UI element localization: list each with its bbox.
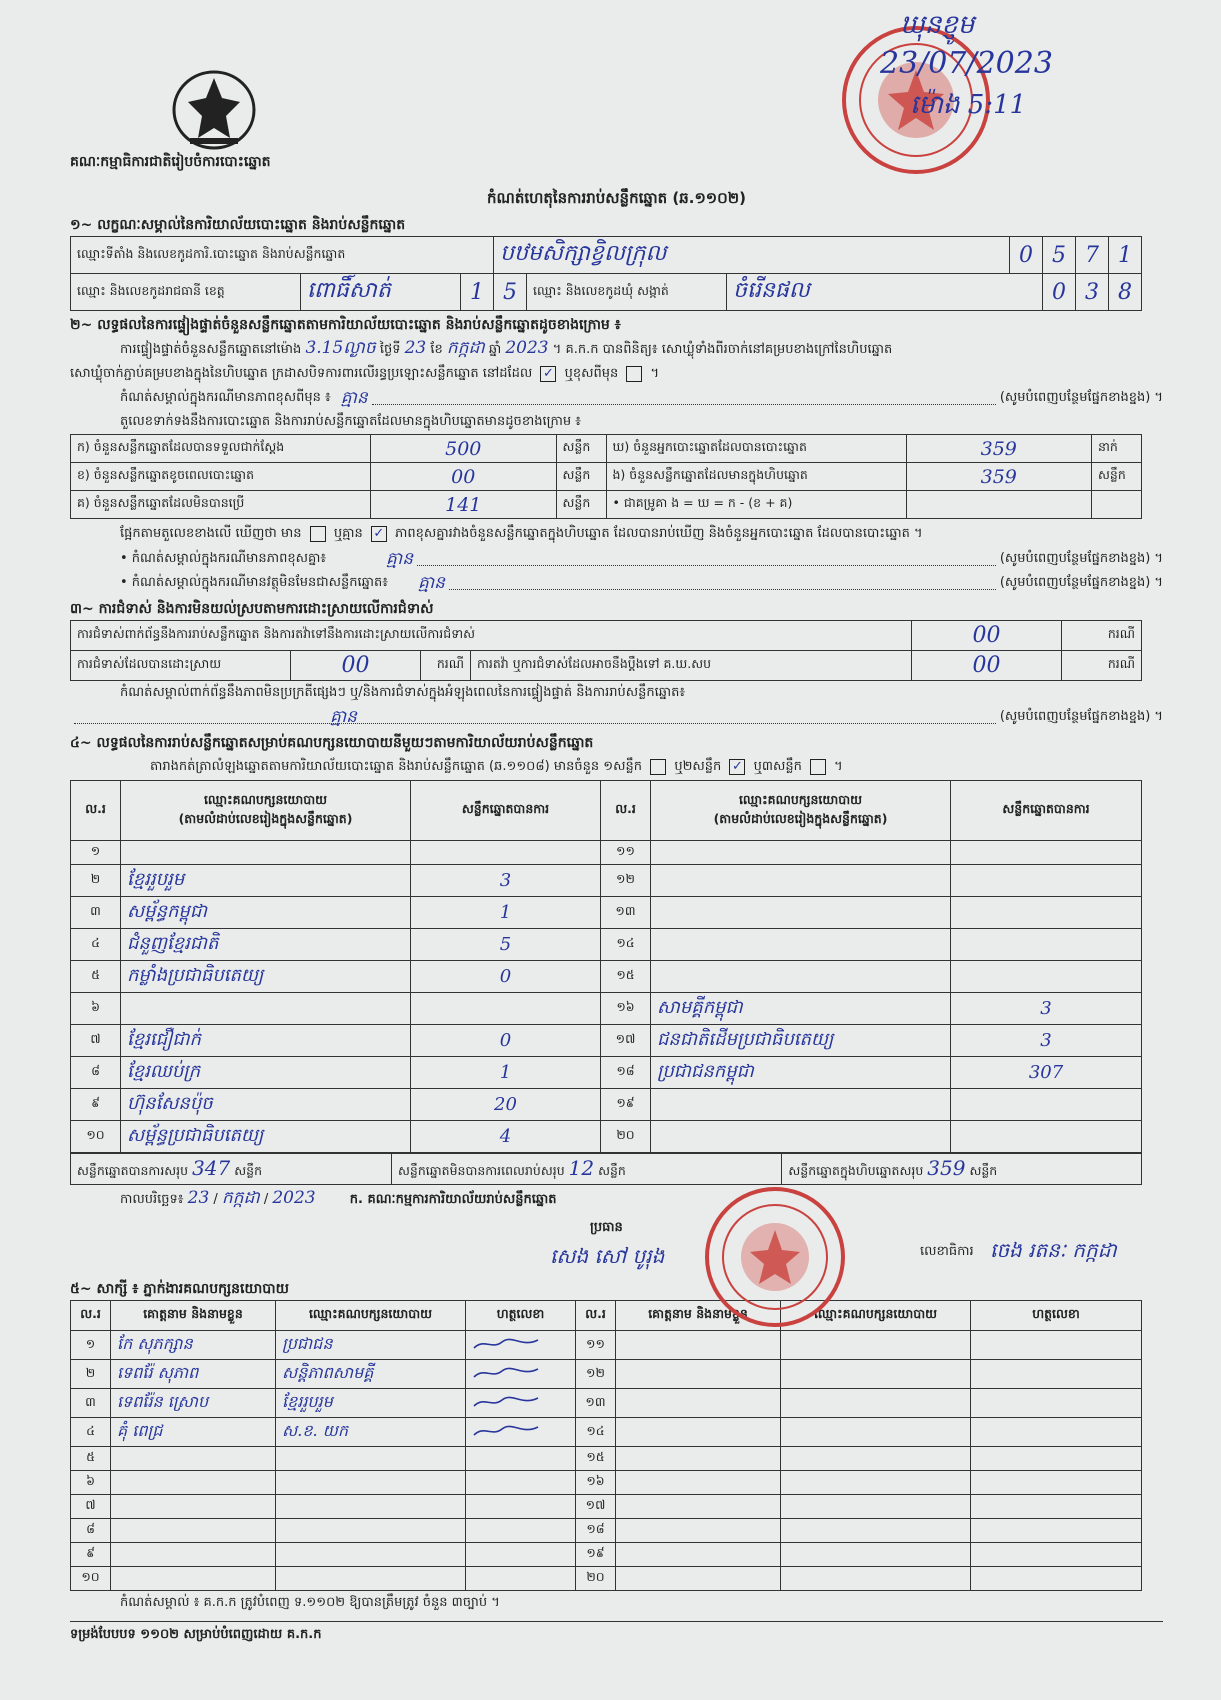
figures-value: 359 bbox=[906, 435, 1092, 463]
witness-party bbox=[781, 1519, 971, 1543]
total-invalid-cell: សន្លឹកឆ្នោតមិនបានការពេលរាប់សរុប 12 សន្លឹក bbox=[392, 1154, 782, 1185]
witness-party bbox=[781, 1543, 971, 1567]
witness-name bbox=[616, 1567, 781, 1591]
party-row bbox=[71, 1057, 1142, 1089]
party-votes bbox=[951, 841, 1142, 865]
party-votes: 0 bbox=[411, 1025, 601, 1057]
section1-table bbox=[70, 236, 1142, 311]
party-votes bbox=[951, 897, 1142, 929]
row-number: ១៨ bbox=[576, 1519, 616, 1543]
handwritten-signature-mark bbox=[472, 1365, 542, 1381]
witness-party: ខ្មែររួបរួម bbox=[276, 1389, 466, 1418]
party-name bbox=[651, 865, 951, 897]
party-row bbox=[71, 993, 1142, 1025]
section1-row2-label: ឈ្មោះ និងលេខកូដរាជធានី ខេត្ត bbox=[71, 274, 301, 311]
witness-party: ស.ខ. យក bbox=[276, 1418, 466, 1447]
row-number: ៧ bbox=[71, 1025, 121, 1057]
party-votes bbox=[951, 865, 1142, 897]
section3-heading: ៣~ ការជំទាស់ និងការមិនយល់ស្របតាមការដោះស្រាយលើការជំទាស់ bbox=[70, 601, 434, 617]
secretary-signature: ចេង រតនៈ កក្កដា bbox=[990, 1238, 1117, 1262]
party-votes: 4 bbox=[411, 1121, 601, 1153]
section1-row1-value: បឋមសិក្សាខ្វិលក្រុល bbox=[494, 237, 1010, 274]
checkbox-has-difference[interactable] bbox=[310, 526, 326, 542]
witness-party: ប្រជាជន bbox=[276, 1331, 466, 1360]
row-number: ៦ bbox=[71, 993, 121, 1025]
code-digit: 3 bbox=[1076, 274, 1109, 311]
party-votes bbox=[411, 841, 601, 865]
section3-note-label: កំណត់សម្គាល់ពាក់ព័ន្ធនឹងភាពមិនប្រក្រតីផ្សេងៗ ឬ/និងការជំទាស់ក្នុងអំឡុងពេលនៃការផ្ទៀងផ្ទាត់ និងការរាប់សន្លឹកឆ្នោត៖ bbox=[120, 685, 686, 700]
witness-row bbox=[71, 1360, 1142, 1389]
chair-signature: សេង សៅ បូរុង bbox=[550, 1244, 665, 1268]
party-name bbox=[651, 1089, 951, 1121]
date-year: 2023 bbox=[272, 1188, 316, 1208]
section3-note-row: គ្មាន (សូមបំពេញបន្ថែមផ្នែកខាងខ្នង) ។ bbox=[70, 705, 1163, 729]
row-number: ១៣ bbox=[576, 1389, 616, 1418]
party-votes bbox=[951, 1121, 1142, 1153]
count-time: 3.15ល្ងាច bbox=[305, 338, 376, 358]
date-row: កាលបរិច្ឆេទ៖ 23 / កក្កដា / 2023 ក. គណៈកម្មការការិយាល័យរាប់សន្លឹកឆ្នោត bbox=[120, 1188, 557, 1208]
witness-signature bbox=[971, 1567, 1142, 1591]
commune-value: ចំរើនផល bbox=[727, 274, 1043, 311]
witness-name: កែ សុភក្សាន bbox=[111, 1331, 276, 1360]
row-number: ៥ bbox=[71, 1447, 111, 1471]
party-name: សម្ព័ន្ធប្រជាធិបតេយ្យ bbox=[121, 1121, 411, 1153]
party-row bbox=[71, 929, 1142, 961]
witness-name bbox=[616, 1447, 781, 1471]
party-name bbox=[651, 841, 951, 865]
row-number: ៨ bbox=[71, 1519, 111, 1543]
party-row bbox=[71, 897, 1142, 929]
row-number: ១៧ bbox=[601, 1025, 651, 1057]
note2-row: • កំណត់សម្គាល់ក្នុងករណីមានភាពខុសគ្នា៖ គ្មាន (សូមបំពេញបន្ថែមផ្នែកខាងខ្នង) ។ bbox=[120, 549, 1163, 569]
code-digit: 8 bbox=[1109, 274, 1142, 311]
party-votes: 3 bbox=[951, 993, 1142, 1025]
witness-signature bbox=[466, 1471, 576, 1495]
witness-signature bbox=[466, 1567, 576, 1591]
party-row bbox=[71, 1121, 1142, 1153]
note1-row: កំណត់សម្គាល់ក្នុងករណីមានភាពខុសពីមុន ៖ គ្មាន (សូមបំពេញបន្ថែមផ្នែកខាងខ្នង) ។ bbox=[120, 388, 1163, 408]
party-votes: 0 bbox=[411, 961, 601, 993]
witness-row bbox=[71, 1543, 1142, 1567]
row-number: ១៩ bbox=[576, 1543, 616, 1567]
row-number: ១៨ bbox=[601, 1057, 651, 1089]
section2-para3: ផ្អែកតាមតួលេខខាងលើ ឃើញថា មាន ឬគ្មាន ✓ ភាពខុសគ្នារវាងចំនួនសន្លឹកឆ្នោតក្នុងហិបឆ្នោត ដែលបានរាប់ឃើញ និងចំនួនអ្នកបោះឆ្នោត ដែលបានបោះឆ្នោត ។ bbox=[120, 525, 923, 541]
section4-heading: ៤~ លទ្ធផលនៃការរាប់សន្លឹកឆ្នោតសម្រាប់គណបក្សនយោបាយនីមួយៗតាមការិយាល័យរាប់សន្លឹកឆ្នោត bbox=[70, 735, 594, 751]
party-row bbox=[71, 1025, 1142, 1057]
party-name: សម្ព័ន្ធកម្ពុជា bbox=[121, 897, 411, 929]
party-name: ខ្មែរជឿជាក់ bbox=[121, 1025, 411, 1057]
witness-party bbox=[276, 1495, 466, 1519]
witness-signature bbox=[466, 1519, 576, 1543]
row-number: ១៣ bbox=[601, 897, 651, 929]
row-number: ៤ bbox=[71, 929, 121, 961]
code-digit: 0 bbox=[1010, 237, 1043, 274]
party-votes: 3 bbox=[951, 1025, 1142, 1057]
row-number: ២ bbox=[71, 865, 121, 897]
form-footer: ទម្រង់បែបបទ ១១០២ សម្រាប់បំពេញដោយ គ.ក.ក bbox=[70, 1621, 1163, 1645]
witness-signature bbox=[466, 1331, 576, 1360]
row-number: ១៤ bbox=[601, 929, 651, 961]
handwritten-signature-mark bbox=[472, 1394, 542, 1410]
total-valid: 347 bbox=[192, 1156, 231, 1180]
count-month: កក្កដា bbox=[446, 338, 485, 358]
party-name bbox=[651, 961, 951, 993]
province-value: ពោធិ៍សាត់ bbox=[301, 274, 461, 311]
footnote: កំណត់សម្គាល់ ៖ គ.ក.ក ត្រូវបំពេញ ទ.១១០២ ឱ្យបានត្រឹមត្រូវ ចំនួន ៣ច្បាប់ ។ bbox=[120, 1595, 500, 1610]
section1-row2-label2: ឈ្មោះ និងលេខកូដឃុំ សង្កាត់ bbox=[527, 274, 727, 311]
code-digit: 0 bbox=[1043, 274, 1076, 311]
checkbox-unchanged[interactable]: ✓ bbox=[540, 366, 556, 382]
row-number: ២០ bbox=[601, 1121, 651, 1153]
witness-signature bbox=[971, 1360, 1142, 1389]
stamp-handwriting-time: ម៉ោង 5:11 bbox=[910, 90, 1027, 120]
checkbox-changed[interactable] bbox=[626, 366, 642, 382]
witness-name bbox=[616, 1360, 781, 1389]
totals-table bbox=[70, 1153, 1142, 1185]
witness-signature bbox=[466, 1543, 576, 1567]
witness-party bbox=[276, 1447, 466, 1471]
witness-name bbox=[616, 1519, 781, 1543]
party-votes: 5 bbox=[411, 929, 601, 961]
witness-signature bbox=[971, 1543, 1142, 1567]
witness-name bbox=[616, 1389, 781, 1418]
witness-party bbox=[781, 1331, 971, 1360]
appeal-label: ការតវ៉ា ឬការជំទាស់ដែលអាចនឹងប្តឹងទៅ គ.ឃ.សប bbox=[471, 651, 912, 681]
witness-signature bbox=[971, 1389, 1142, 1418]
section5-heading: ៥~ សាក្សី ៖ ភ្នាក់ងារគណបក្សនយោបាយ bbox=[70, 1281, 289, 1297]
row-number: ៩ bbox=[71, 1089, 121, 1121]
party-results-table: ល.រ ឈ្មោះគណបក្សនយោបាយ (តាមលំដាប់លេខរៀងក្នុងសន្លឹកឆ្នោត) សន្លឹកឆ្នោតបានការ ល.រ ឈ្មោះគណបក្សនយោបាយ (តាមលំដាប់លេខរៀងក្នុងសន្លឹកឆ្នោត) សន្លឹកឆ្នោតបានការ ១ ១១ ២ ខ្មែររួបរួម 3 ១២ ៣ សម្ព័ន្ធកម្ពុជា 1 ១៣ ៤ ជំនួញខ្មែរជាតិ 5 ១៤ ៥ កម្លាំងប្រជាធិបតេយ្យ 0 ១៥ ៦ ១៦ សាមគ្គីកម្ពុជា 3 ៧ ខ្មែរជឿជាក់ 0 ១៧ ជនជាតិដើមប្រជាធិបតេយ្យ 3 ៨ ខ្មែរឈប់ក្រ 1 ១៨ ប្រជាជនកម្ពុជា 307 ៩ ហ៊ុនសែនប៉ុច 20 ១៩ ១០ សម្ព័ន្ធប្រជាធិបតេយ្យ 4 ២០ bbox=[70, 780, 1142, 1153]
code-digit: 5 bbox=[494, 274, 527, 311]
witness-name bbox=[616, 1418, 781, 1447]
note1-value: គ្មាន bbox=[340, 388, 368, 408]
party-name: ហ៊ុនសែនប៉ុច bbox=[121, 1089, 411, 1121]
figures-label: • ជាគម្រូគា ង = ឃ = ក - (ខ + គ) bbox=[606, 491, 906, 519]
party-name: ខ្មែររួបរួម bbox=[121, 865, 411, 897]
witness-party bbox=[276, 1471, 466, 1495]
witness-name bbox=[616, 1543, 781, 1567]
figures-value: 00 bbox=[371, 463, 557, 491]
witness-row bbox=[71, 1447, 1142, 1471]
count-day: 23 bbox=[404, 338, 427, 358]
section3-note-value: គ្មាន bbox=[330, 707, 357, 727]
objections-count: 00 bbox=[912, 621, 1062, 651]
figures-label: ខ) ចំនួនសន្លឹកឆ្នោតខូចពេលបោះឆ្នោត bbox=[71, 463, 371, 491]
party-votes: 1 bbox=[411, 1057, 601, 1089]
section2-para2: តួលេខទាក់ទងនឹងការបោះឆ្នោត និងការរាប់សន្លឹកឆ្នោតដែលមានក្នុងហិបឆ្នោតមានដូចខាងក្រោម ៖ bbox=[120, 414, 581, 429]
party-name bbox=[121, 993, 411, 1025]
row-number: ១០ bbox=[71, 1121, 121, 1153]
party-name bbox=[651, 929, 951, 961]
figures-unit bbox=[1092, 491, 1142, 519]
row-number: ៧ bbox=[71, 1495, 111, 1519]
row-number: ៦ bbox=[71, 1471, 111, 1495]
witness-name: គុំ ពេជ្រ bbox=[111, 1418, 276, 1447]
witness-signature bbox=[971, 1495, 1142, 1519]
objections-table: ការជំទាស់ពាក់ព័ន្ធនឹងការរាប់សន្លឹកឆ្នោត និងការតវ៉ាទៅនឹងការដោះស្រាយលើការជំទាស់ 00 ករណី ការជំទាស់ដែលបានដោះស្រាយ 00 ករណី ការតវ៉ា ឬការជំទាស់ដែលអាចនឹងប្តឹងទៅ គ.ឃ.សប 00 ករណី bbox=[70, 620, 1142, 681]
witness-name bbox=[616, 1471, 781, 1495]
section2-heading: ២~ លទ្ធផលនៃការផ្ទៀងផ្ទាត់ចំនួនសន្លឹកឆ្នោតតាមការិយាល័យបោះឆ្នោត និងរាប់សន្លឹកឆ្នោតដូចខាងក្រោម ៖ bbox=[70, 317, 621, 333]
party-name: ប្រជាជនកម្ពុជា bbox=[651, 1057, 951, 1089]
row-number: ១៥ bbox=[601, 961, 651, 993]
party-votes: 20 bbox=[411, 1089, 601, 1121]
signature-area bbox=[70, 1213, 1163, 1283]
figures-row bbox=[71, 491, 1142, 519]
row-number: ១៦ bbox=[576, 1471, 616, 1495]
party-name: ខ្មែរឈប់ក្រ bbox=[121, 1057, 411, 1089]
witness-row bbox=[71, 1418, 1142, 1447]
row-number: ១១ bbox=[601, 841, 651, 865]
witness-name bbox=[111, 1543, 276, 1567]
witness-party bbox=[276, 1567, 466, 1591]
witness-name bbox=[616, 1495, 781, 1519]
party-name bbox=[651, 897, 951, 929]
figures-value: 141 bbox=[371, 491, 557, 519]
count-figures-table bbox=[70, 434, 1142, 519]
stamp-handwriting-date: 23/07/2023 bbox=[880, 46, 1053, 81]
witness-signature bbox=[971, 1418, 1142, 1447]
row-number: ១ bbox=[71, 1331, 111, 1360]
party-name: ជំនួញខ្មែរជាតិ bbox=[121, 929, 411, 961]
figures-unit: សន្លឹក bbox=[556, 435, 606, 463]
witness-row bbox=[71, 1331, 1142, 1360]
org-name: គណៈកម្មាធិការជាតិរៀបចំការបោះឆ្នោត bbox=[70, 154, 271, 170]
party-votes bbox=[411, 993, 601, 1025]
figures-label: ក) ចំនួនសន្លឹកឆ្នោតដែលបានទទួលជាក់ស្តែង bbox=[71, 435, 371, 463]
party-votes bbox=[951, 1089, 1142, 1121]
code-digit: 1 bbox=[461, 274, 494, 311]
figures-row bbox=[71, 435, 1142, 463]
row-number: ១៦ bbox=[601, 993, 651, 1025]
row-number: ៣ bbox=[71, 897, 121, 929]
figures-value: 500 bbox=[371, 435, 557, 463]
section2-para1: ការផ្ទៀងផ្ទាត់ចំនួនសន្លឹកឆ្នោតនៅម៉ោង 3.15ល្ងាច ថ្ងៃទី 23 ខែ កក្កដា ឆ្នាំ 2023 ។ គ.ក.ក បានពិនិត្យ៖ សោឃ្លុំទាំងពីរចាក់នៅគម្របខាងក្រៅនៃហិបឆ្នោត bbox=[120, 338, 893, 358]
party-name bbox=[651, 1121, 951, 1153]
total-invalid: 12 bbox=[568, 1156, 595, 1180]
party-row bbox=[71, 1089, 1142, 1121]
committee-red-stamp bbox=[700, 1182, 850, 1332]
party-votes: 3 bbox=[411, 865, 601, 897]
row-number: ១៩ bbox=[601, 1089, 651, 1121]
note2-value: គ្មាន bbox=[386, 549, 414, 569]
witness-name bbox=[111, 1471, 276, 1495]
figures-value: 359 bbox=[906, 463, 1092, 491]
witness-signature bbox=[971, 1331, 1142, 1360]
party-name: ជនជាតិដើមប្រជាធិបតេយ្យ bbox=[651, 1025, 951, 1057]
row-number: ៨ bbox=[71, 1057, 121, 1089]
party-row bbox=[71, 841, 1142, 865]
figures-unit: សន្លឹក bbox=[556, 491, 606, 519]
code-digit: 5 bbox=[1043, 237, 1076, 274]
party-name: សាមគ្គីកម្ពុជា bbox=[651, 993, 951, 1025]
row-number: ៣ bbox=[71, 1389, 111, 1418]
witness-row bbox=[71, 1567, 1142, 1591]
checkbox-one-sheet[interactable] bbox=[650, 759, 666, 775]
witness-party bbox=[781, 1471, 971, 1495]
witness-signature bbox=[466, 1447, 576, 1471]
section1-heading: ១~ លក្ខណៈសម្គាល់នៃការិយាល័យបោះឆ្នោត និងរាប់សន្លឹកឆ្នោត bbox=[70, 217, 406, 233]
figures-value bbox=[906, 491, 1092, 519]
witness-signature bbox=[466, 1418, 576, 1447]
stamp-handwriting-line1: ឃុនខ្ញូម bbox=[900, 10, 975, 40]
witness-party bbox=[781, 1360, 971, 1389]
witness-party bbox=[781, 1567, 971, 1591]
checkbox-three-sheets[interactable] bbox=[810, 759, 826, 775]
witness-signature bbox=[466, 1495, 576, 1519]
committee-label: ក. គណៈកម្មការការិយាល័យរាប់សន្លឹកឆ្នោត bbox=[349, 1192, 557, 1207]
witness-name bbox=[111, 1567, 276, 1591]
row-number: ៤ bbox=[71, 1418, 111, 1447]
witness-table: ល.រ គោត្តនាម និងនាមខ្លួន ឈ្មោះគណបក្សនយោបាយ ហត្ថលេខា ល.រ គោត្តនាម និងនាមខ្លួន ឈ្មោះគណបក្សនយោបាយ ហត្ថលេខា ១ កែ សុភក្សាន ប្រជាជន ១១ ២ ទេពរ៉ែ សុភាព សន្តិភាពសាមគ្គី ១២ ៣ ទេពរ៉ែន ស្រោប ខ្មែររួបរួម ១៣ ៤ គុំ ពេជ្រ ស.ខ. យក ១៤ ៥ ១៥ ៦ ១៦ ៧ ១៧ ៨ ១៨ ៩ ១៩ ១០ ២០ bbox=[70, 1300, 1142, 1591]
party-votes bbox=[951, 961, 1142, 993]
witness-party bbox=[781, 1389, 971, 1418]
witness-signature bbox=[971, 1447, 1142, 1471]
secretary-label: លេខាធិការ bbox=[920, 1244, 974, 1259]
figures-label: ង) ចំនួនសន្លឹកឆ្នោតដែលមានក្នុងហិបឆ្នោត bbox=[606, 463, 906, 491]
party-name bbox=[121, 841, 411, 865]
figures-unit: សន្លឹក bbox=[556, 463, 606, 491]
handwritten-signature-mark bbox=[472, 1423, 542, 1439]
row-number: ១១ bbox=[576, 1331, 616, 1360]
witness-name bbox=[111, 1495, 276, 1519]
row-number: ២ bbox=[71, 1360, 111, 1389]
count-year: 2023 bbox=[505, 338, 549, 358]
appeal-count: 00 bbox=[912, 651, 1062, 681]
objections-row1-label: ការជំទាស់ពាក់ព័ន្ធនឹងការរាប់សន្លឹកឆ្នោត និងការតវ៉ាទៅនឹងការដោះស្រាយលើការជំទាស់ bbox=[71, 621, 912, 651]
witness-party bbox=[276, 1519, 466, 1543]
witness-party bbox=[781, 1418, 971, 1447]
resolved-label: ការជំទាស់ដែលបានដោះស្រាយ bbox=[71, 651, 291, 681]
code-digit: 7 bbox=[1076, 237, 1109, 274]
witness-row bbox=[71, 1471, 1142, 1495]
code-digit: 1 bbox=[1109, 237, 1142, 274]
witness-party: សន្តិភាពសាមគ្គី bbox=[276, 1360, 466, 1389]
date-day: 23 bbox=[187, 1188, 210, 1208]
party-name: កម្លាំងប្រជាធិបតេយ្យ bbox=[121, 961, 411, 993]
witness-name bbox=[111, 1519, 276, 1543]
resolved-count: 00 bbox=[291, 651, 421, 681]
witness-row bbox=[71, 1495, 1142, 1519]
witness-signature bbox=[971, 1471, 1142, 1495]
witness-name bbox=[111, 1447, 276, 1471]
party-row bbox=[71, 865, 1142, 897]
form-page: ឃុនខ្ញូម 23/07/2023 ម៉ោង 5:11 គណៈកម្មាធិការជាតិរៀបចំការបោះឆ្នោត កំណត់ហេតុនៃការរាប់សន្លឹកឆ្នោត (ឆ.១១០២) ១~ លក្ខណៈសម្គាល់នៃការិយាល័យបោះឆ្នោត និងរាប់សន្លឹកឆ្នោត ឈ្មោះទីតាំង និងលេខកូដការិ.បោះឆ្នោត និងរាប់សន្លឹកឆ្នោត បឋមសិក្សាខ្វិលក្រុល 0 5 7 1 ឈ្មោះ និងលេខកូដរាជធានី ខេត្ត ពោធិ៍សាត់ 1 5 ឈ្មោះ និងលេខកូដឃុំ សង្កាត់ ចំរើនផល 0 3 8 ២~ លទ្ធផលនៃការផ្ទៀងផ្ទាត់ចំនួនសន្លឹកឆ្នោតតាមការិយាល័យបោះឆ្នោត និងរាប់សន្លឹកឆ្នោតដូចខាងក្រោម ៖ ការផ្ទៀងផ្ទាត់ចំនួនសន្លឹកឆ្នោតនៅម៉ោង 3.15ល្ងាច ថ្ងៃទី 23 ខែ កក្កដា ឆ្នាំ 2023 ។ គ.ក.ក បានពិនិត្យ៖ សោឃ្លុំទាំងពីរចាក់នៅគម្របខាងក្រៅនៃហិបឆ្នោត សោឃ្លុំចាក់ភ្ជាប់គម្របខាងក្នុងនៃហិបឆ្នោត ក្រដាសបិទការពារលើរន្ធប្រឡោះសន្លឹកឆ្នោត នៅដដែល ✓ ឬខុសពីមុន ។ កំណត់សម្គាល់ក្នុងករណីមានភាពខុសពីមុន ៖ គ្មាន (សូមបំពេញបន្ថែមផ្នែកខាងខ្នង) ។ តួលេខទាក់ទងនឹងការបោះឆ្នោត និងការរាប់សន្លឹកឆ្នោតដែលមានក្នុងហិបឆ្នោតមានដូចខាងក្រោម ៖ ក) ចំនួនសន្លឹកឆ្នោតដែលបានទទួលជាក់ស្តែង 500 សន្លឹក ឃ) ចំនួនអ្នកបោះឆ្នោតដែលបានបោះឆ្នោត 359 នាក់ ខ) ចំនួនសន្លឹកឆ្នោតខូចពេលបោះឆ្នោត 00 សន្លឹក ង) ចំនួនសន្លឹកឆ្នោតដែលមានក្នុងហិបឆ្នោត 359 សន្លឹក គ) ចំនួនសន្លឹកឆ្នោតដែលមិនបានប្រើ 141 សន្លឹក • ជាគម្រូគា ង = ឃ = ក - (ខ + គ) ផ្អែកតាមតួលេខខាងលើ ឃើញថា មាន ឬគ្មាន ✓ ភាពខុសគ្នារវាងចំនួនសន្លឹកឆ្នោតក្នុងហិបឆ្នោត ដែលបានរាប់ឃើញ និងចំនួនអ្នកបោះឆ្នោត ដែលបានបោះឆ្នោត ។ • កំណត់សម្គាល់ក្នុងករណីមានភាពខុសគ្នា៖ គ្មាន (សូមបំពេញបន្ថែមផ្នែកខាងខ្នង) ។ • កំណត់សម្គាល់ក្នុងករណីមានវត្ថុមិនមែនជាសន្លឹកឆ្នោត៖ គ្មាន (សូមបំពេញបន្ថែមផ្នែកខាងខ្នង) ។ ៣~ ការជំទាស់ និងការមិនយល់ស្របតាមការដោះស្រាយលើការជំទាស់ ការជំទាស់ពាក់ព័ន្ធនឹងការរាប់សន្លឹកឆ្នោត និងការតវ៉ាទៅនឹងការដោះស្រាយលើការជំទាស់ 00 ករណី ការជំទាស់ដែលបានដោះស្រាយ 00 ករណី ការតវ៉ា ឬការជំទាស់ដែលអាចនឹងប្តឹងទៅ គ.ឃ.សប 00 ករណី កំណត់សម្គាល់ពាក់ព័ន្ធនឹងភាពមិនប្រក្រតីផ្សេងៗ ឬ/និងការជំទាស់ក្នុងអំឡុងពេលនៃការផ្ទៀងផ្ទាត់ និងការរាប់សន្លឹកឆ្នោត៖ គ្មាន (សូមបំពេញបន្ថែមផ្នែកខាងខ្នង) ។ ៤~ លទ្ធផលនៃការរាប់សន្លឹកឆ្នោតសម្រាប់គណបក្សនយោបាយនីមួយៗតាមការិយាល័យរាប់សន្លឹកឆ្នោត តារាងកត់ត្រាលំឡងឆ្នោតតាមការិយាល័យបោះឆ្នោត និងរាប់សន្លឹកឆ្នោត (ឆ.១១០៨) មានចំនួន ១សន្លឹក ឬ២សន្លឹក ✓ ឬ៣សន្លឹក ។ ល.រ ឈ្មោះគណបក្សនយោបាយ (តាមលំដាប់លេខរៀងក្នុងសន្លឹកឆ្នោត) សន្លឹកឆ្នោតបានការ ល.រ ឈ្មោះគណបក្សនយោបាយ (តាមលំដាប់លេខរៀងក្នុងសន្លឹកឆ្នោត) សន្លឹកឆ្នោតបានការ ១ ១១ ២ ខ្មែររួបរួម 3 ១២ ៣ សម្ព័ន្ធកម្ពុជា 1 ១៣ ៤ ជំនួញខ្មែរជាតិ 5 ១៤ ៥ កម្លាំងប្រជាធិបតេយ្យ 0 ១៥ ៦ ១៦ សាមគ្គីកម្ពុជា 3 ៧ ខ្មែរជឿជាក់ 0 ១៧ ជនជាតិដើមប្រជាធិបតេយ្យ 3 ៨ ខ្មែរឈប់ក្រ 1 ១៨ ប្រជាជនកម្ពុជា 307 ៩ ហ៊ុនសែនប៉ុច 20 ១៩ ១០ សម្ព័ន្ធប្រជាធិបតេយ្យ 4 ២០ សន្លឹកឆ្នោតបានការសរុប 347 សន្លឹក សន្លឹកឆ្នោតមិនបានការពេលរាប់សរុប 12 សន្លឹក សន្លឹកឆ្នោតក្នុងហិបឆ្នោតសរុប 359 សន្លឹក កាលបរិច្ឆេទ៖ 23 / កក្កដា / 2023 ក. គណៈកម្មការការិយាល័យរាប់សន្លឹកឆ្នោត ប្រធាន សេង សៅ បូរុង លេខាធិការ ចេង រតនៈ កក្កដា ៥~ សាក្សី ៖ ភ្នាក់ងារគណបក្សនយោបាយ ល.រ គោត្តនាម និងនាមខ្លួន ឈ្មោះគណបក្សនយោបាយ ហត្ថលេខា ល.រ គោត្តនាម និងនាមខ្លួន ឈ្មោះគណបក្សនយោបាយ ហត្ថលេខា ១ កែ សុភក្សាន ប្រជាជន ១១ ២ ទេពរ៉ែ សុភាព សន្តិភាពសាមគ្គី ១២ ៣ ទេពរ៉ែន ស្រោប ខ្មែររួបរួម ១៣ ៤ គុំ ពេជ្រ ស.ខ. យក ១៤ ៥ ១៥ ៦ ១៦ ៧ ១៧ ៨ ១៨ ៩ ១៩ ១០ ២០ កំណត់សម្គាល់ ៖ គ.ក.ក ត្រូវបំពេញ ទ.១១០២ ឱ្យបានត្រឹមត្រូវ ចំនួន ៣ច្បាប់ ។ ទម្រង់បែបបទ ១១០២ សម្រាប់បំពេញដោយ គ.ក.ក bbox=[0, 0, 1221, 1700]
party-votes bbox=[951, 929, 1142, 961]
row-number: ១២ bbox=[576, 1360, 616, 1389]
form-title: កំណត់ហេតុនៃការរាប់សន្លឹកឆ្នោត (ឆ.១១០២) bbox=[486, 189, 746, 207]
note3-value: គ្មាន bbox=[417, 573, 445, 593]
row-number: ៥ bbox=[71, 961, 121, 993]
witness-party bbox=[781, 1447, 971, 1471]
row-number: ១៥ bbox=[576, 1447, 616, 1471]
witness-signature bbox=[971, 1519, 1142, 1543]
row-number: ១៤ bbox=[576, 1418, 616, 1447]
total-box: 359 bbox=[927, 1156, 966, 1180]
figures-unit: នាក់ bbox=[1092, 435, 1142, 463]
total-valid-cell: សន្លឹកឆ្នោតបានការសរុប 347 សន្លឹក bbox=[71, 1154, 392, 1185]
row-number: ៩ bbox=[71, 1543, 111, 1567]
witness-signature bbox=[466, 1360, 576, 1389]
party-votes: 1 bbox=[411, 897, 601, 929]
row-number: ១២ bbox=[601, 865, 651, 897]
witness-signature bbox=[466, 1389, 576, 1418]
date-month: កក្កដា bbox=[221, 1188, 260, 1208]
witness-party bbox=[276, 1543, 466, 1567]
figures-row bbox=[71, 463, 1142, 491]
section1-row1-label: ឈ្មោះទីតាំង និងលេខកូដការិ.បោះឆ្នោត និងរាប់សន្លឹកឆ្នោត bbox=[71, 237, 494, 274]
row-number: ២០ bbox=[576, 1567, 616, 1591]
total-box-cell: សន្លឹកឆ្នោតក្នុងហិបឆ្នោតសរុប 359 សន្លឹក bbox=[782, 1154, 1142, 1185]
note3-row: • កំណត់សម្គាល់ក្នុងករណីមានវត្ថុមិនមែនជាសន្លឹកឆ្នោត៖ គ្មាន (សូមបំពេញបន្ថែមផ្នែកខាងខ្នង) ។ bbox=[120, 573, 1163, 593]
party-row bbox=[71, 961, 1142, 993]
witness-name: ទេពរ៉ែន ស្រោប bbox=[111, 1389, 276, 1418]
chair-label: ប្រធាន bbox=[590, 1220, 623, 1235]
figures-unit: សន្លឹក bbox=[1092, 463, 1142, 491]
handwritten-signature-mark bbox=[472, 1336, 542, 1352]
witness-name bbox=[616, 1331, 781, 1360]
party-votes: 307 bbox=[951, 1057, 1142, 1089]
row-number: ១ bbox=[71, 841, 121, 865]
row-number: ១៧ bbox=[576, 1495, 616, 1519]
checkbox-no-difference[interactable]: ✓ bbox=[371, 526, 387, 542]
witness-row bbox=[71, 1389, 1142, 1418]
section4-intro: តារាងកត់ត្រាលំឡងឆ្នោតតាមការិយាល័យបោះឆ្នោត និងរាប់សន្លឹកឆ្នោត (ឆ.១១០៨) មានចំនួន ១សន្លឹក ឬ២សន្លឹក ✓ ឬ៣សន្លឹក ។ bbox=[150, 758, 843, 774]
figures-label: គ) ចំនួនសន្លឹកឆ្នោតដែលមិនបានប្រើ bbox=[71, 491, 371, 519]
figures-label: ឃ) ចំនួនអ្នកបោះឆ្នោតដែលបានបោះឆ្នោត bbox=[606, 435, 906, 463]
checkbox-two-sheets[interactable]: ✓ bbox=[729, 759, 745, 775]
witness-name: ទេពរ៉ែ សុភាព bbox=[111, 1360, 276, 1389]
row-number: ១០ bbox=[71, 1567, 111, 1591]
witness-row bbox=[71, 1519, 1142, 1543]
nec-emblem-logo bbox=[170, 68, 258, 152]
witness-party bbox=[781, 1495, 971, 1519]
